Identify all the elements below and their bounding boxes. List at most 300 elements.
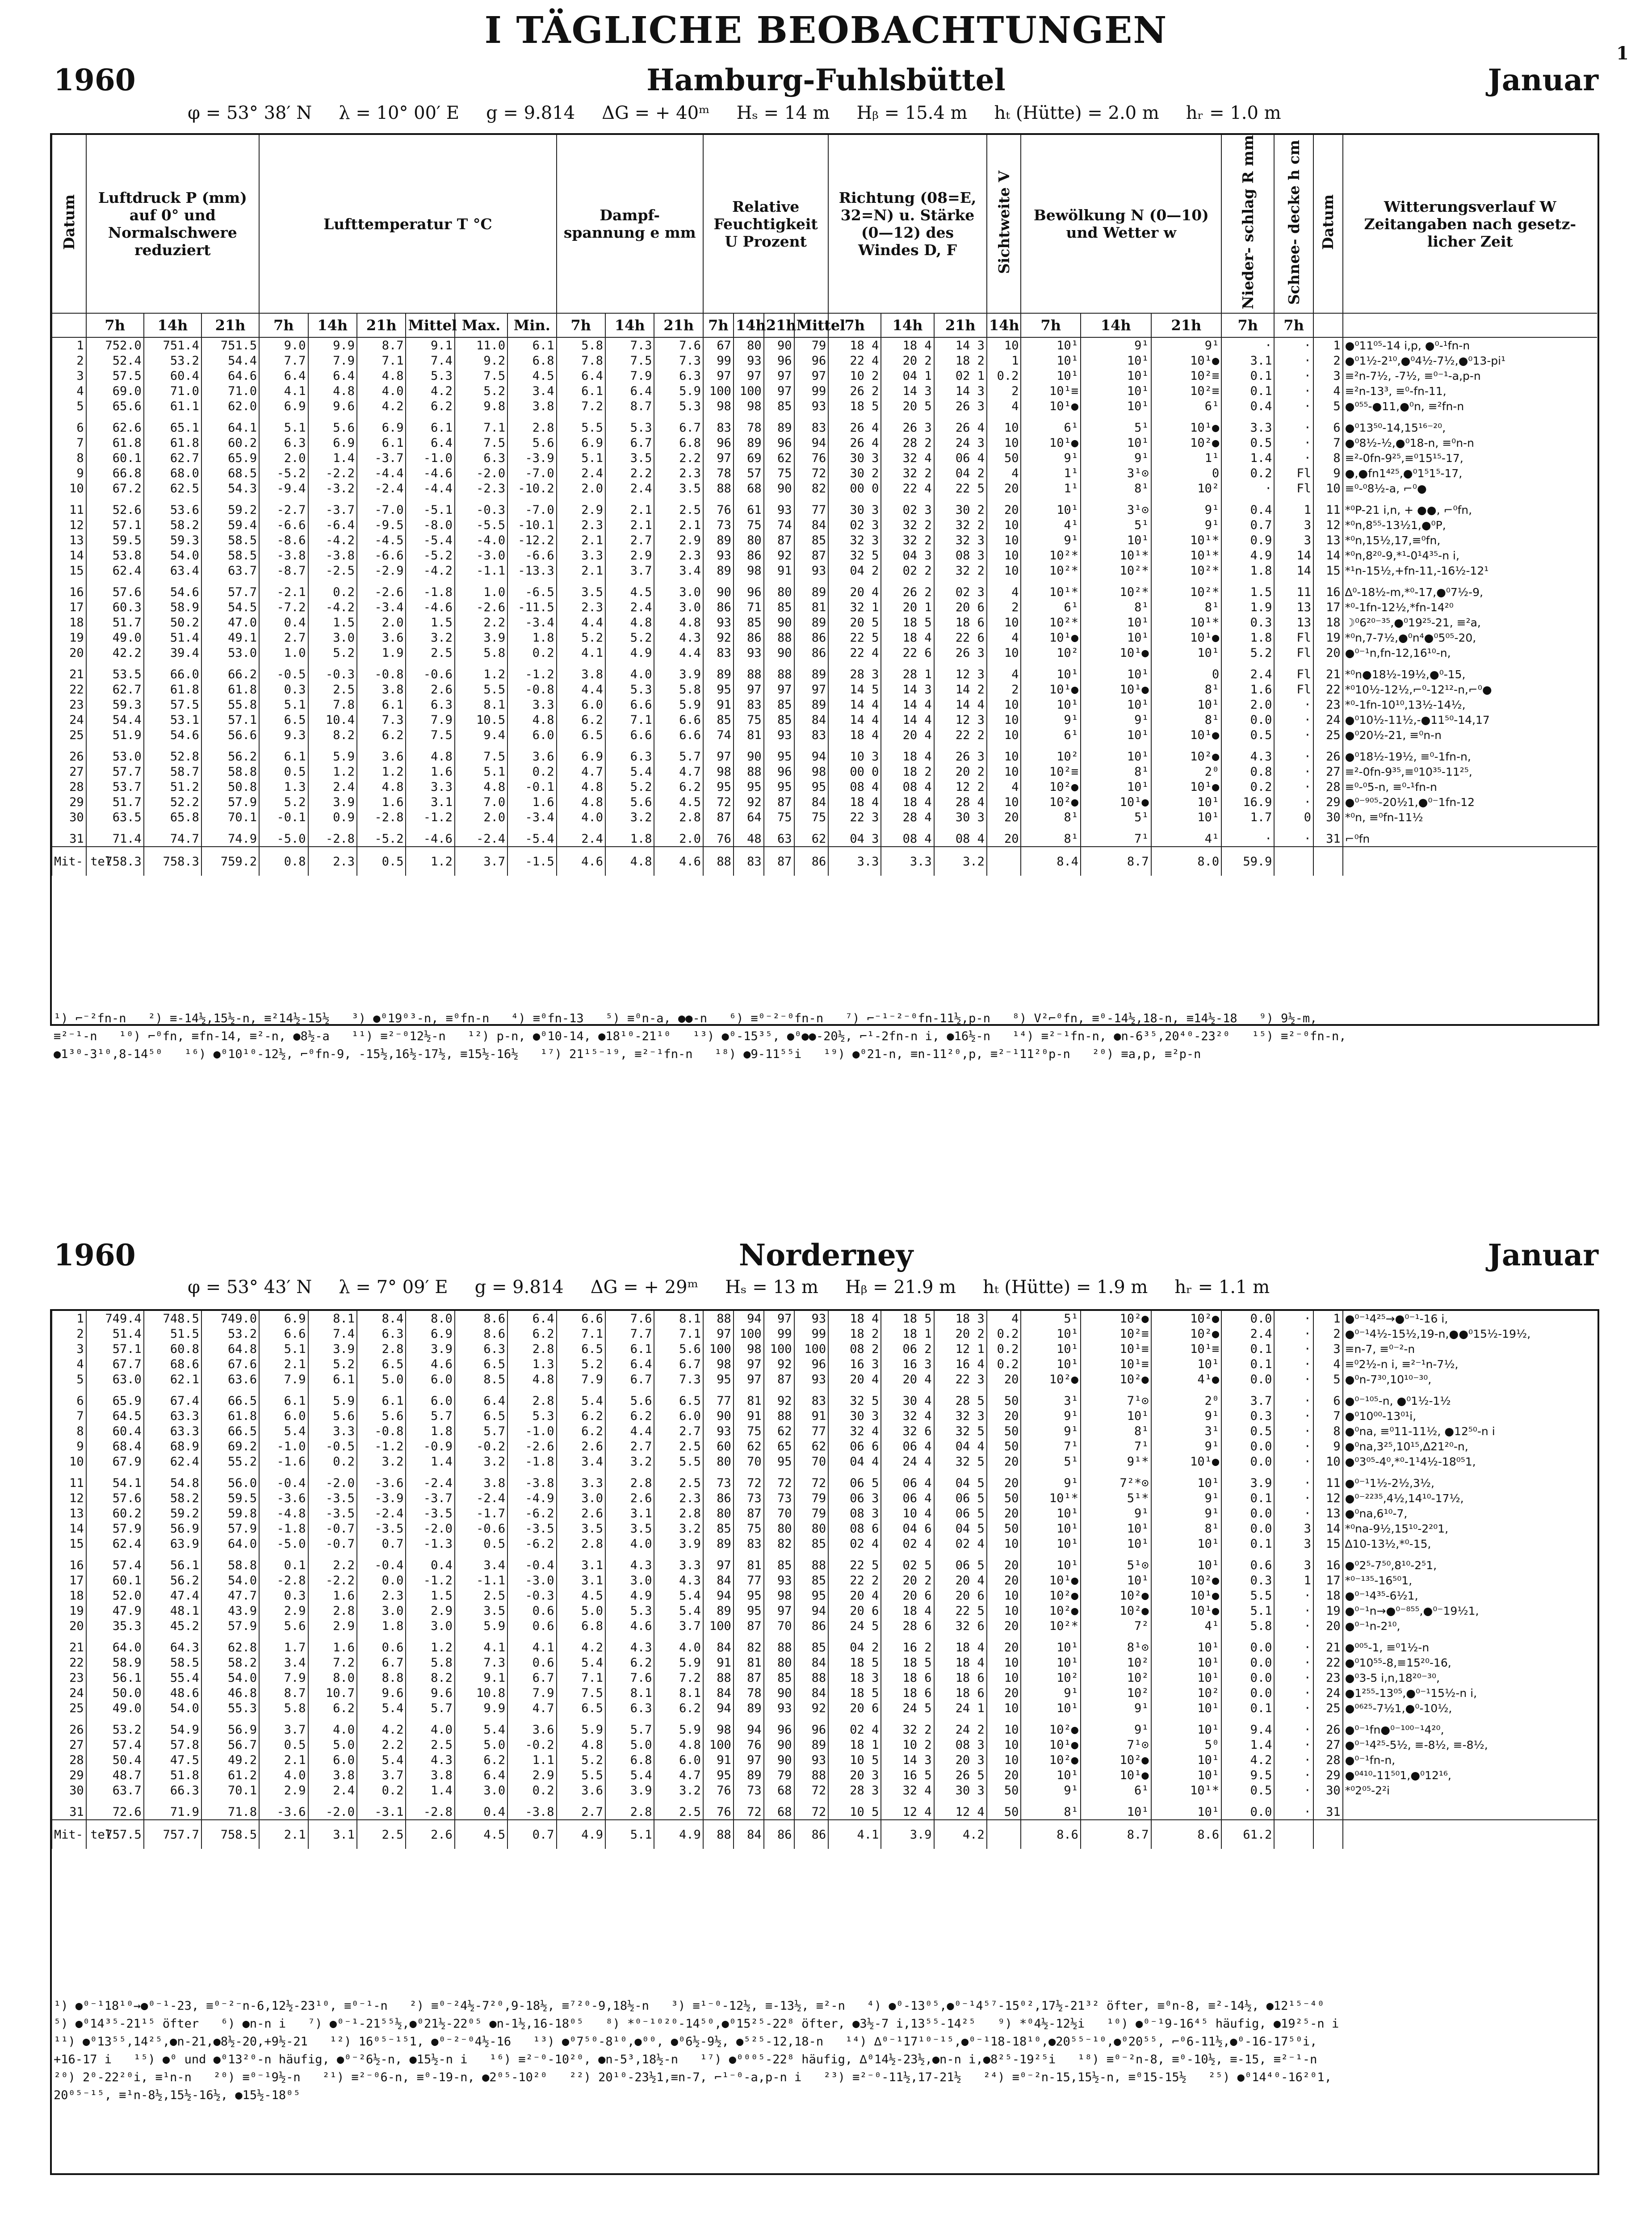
gap-cell <box>144 1551 201 1558</box>
data-cell: 97 <box>703 368 734 383</box>
data-cell: 50.8 <box>201 779 259 794</box>
data-cell: 48.1 <box>144 1603 201 1618</box>
data-cell: 6¹ <box>1021 420 1081 435</box>
gap-cell <box>308 660 357 667</box>
data-cell: · <box>1274 1618 1313 1634</box>
data-cell: 3 <box>52 1341 86 1356</box>
data-cell: 62.7 <box>144 450 201 466</box>
data-cell: 2.2 <box>357 1737 406 1752</box>
data-cell: 2.6 <box>406 682 454 697</box>
data-cell: 88 <box>764 1408 794 1424</box>
data-cell: 57.7 <box>201 584 259 600</box>
data-cell: 6.8 <box>654 435 703 450</box>
data-cell: 3.8 <box>308 1768 357 1783</box>
data-cell: 0.2 <box>507 764 556 779</box>
data-cell: 06 4 <box>881 1475 934 1491</box>
data-cell: 93 <box>764 727 794 743</box>
data-cell: 10¹ <box>1081 667 1151 682</box>
data-cell: 43.9 <box>201 1603 259 1618</box>
gap-cell <box>1081 1387 1151 1393</box>
data-cell: 22 3 <box>828 810 881 825</box>
gap-cell <box>259 1387 308 1393</box>
weather-log-cell: ●⁰⁰⁵-1, ≡⁰1½-n <box>1343 1640 1597 1655</box>
data-cell: 5.3 <box>605 1603 654 1618</box>
data-cell: 0.2 <box>1221 779 1274 794</box>
data-cell: 0.5 <box>259 1737 308 1752</box>
mean-cell: 8.0 <box>1151 847 1222 876</box>
data-cell: 4.4 <box>557 615 605 630</box>
data-cell: 9.6 <box>406 1685 454 1701</box>
data-cell: 20 <box>987 481 1021 496</box>
data-cell: 2.8 <box>654 810 703 825</box>
data-cell: · <box>1274 1341 1313 1356</box>
data-cell: 4.8 <box>557 1737 605 1752</box>
data-cell: 2.6 <box>605 1491 654 1506</box>
data-cell: 97 <box>794 368 829 383</box>
data-cell: 91 <box>703 1752 734 1768</box>
data-cell: -10.2 <box>507 481 556 496</box>
data-cell: 6 <box>52 420 86 435</box>
data-cell: 4.2 <box>357 399 406 414</box>
data-cell: 4.1 <box>507 1640 556 1655</box>
gap-cell <box>987 1469 1021 1475</box>
data-cell: 6.5 <box>557 1341 605 1356</box>
data-cell: 9¹ <box>1151 1506 1222 1521</box>
data-cell: 3¹ <box>1151 1424 1222 1439</box>
data-cell: 6.7 <box>507 1670 556 1685</box>
data-cell: -1.8 <box>259 1521 308 1536</box>
data-cell: 84 <box>794 1685 829 1701</box>
data-cell: 0.0 <box>1221 1311 1274 1326</box>
data-cell: 14 3 <box>881 1752 934 1768</box>
table-row <box>52 645 1597 660</box>
data-cell: 0.7 <box>357 1536 406 1551</box>
gap-cell <box>1221 825 1274 831</box>
data-cell: -0.2 <box>507 1737 556 1752</box>
data-cell: 3.2 <box>455 1454 507 1469</box>
data-cell: 5.6 <box>507 435 556 450</box>
data-cell: 10¹ <box>1081 697 1151 712</box>
data-cell: 9.2 <box>455 353 507 368</box>
data-cell: 12 4 <box>934 1804 987 1820</box>
gap-cell <box>605 1469 654 1475</box>
table-row <box>52 727 1597 743</box>
data-cell: 6.0 <box>557 697 605 712</box>
norderney-meta-item: φ = 53° 43′ N <box>188 1277 312 1298</box>
data-cell: 10²● <box>1151 435 1222 450</box>
data-cell: -3.5 <box>357 1521 406 1536</box>
data-cell: 0.5 <box>1221 1424 1274 1439</box>
data-cell: 53.2 <box>86 1722 144 1737</box>
data-cell: 49.2 <box>201 1752 259 1768</box>
data-cell: 4 <box>987 630 1021 645</box>
data-cell: 5 <box>52 1372 86 1387</box>
table-row <box>52 749 1597 764</box>
data-cell: 6.9 <box>557 435 605 450</box>
data-cell: -2.4 <box>455 1491 507 1506</box>
gap-cell <box>144 578 201 584</box>
data-cell: -4.2 <box>406 563 454 578</box>
data-cell: -9.4 <box>259 481 308 496</box>
gap-cell <box>144 825 201 831</box>
data-cell: 10¹ <box>1081 1573 1151 1588</box>
table-row <box>52 1737 1597 1752</box>
data-cell: 13 <box>52 533 86 548</box>
data-cell: 63.9 <box>144 1536 201 1551</box>
data-cell: 4.8 <box>654 1737 703 1752</box>
data-cell: 00 0 <box>828 764 881 779</box>
weather-log-cell: ●⁰⁻¹n-2¹⁰, <box>1343 1618 1597 1634</box>
data-cell: 5.3 <box>406 368 454 383</box>
data-cell: 99 <box>794 383 829 399</box>
data-cell: 86 <box>794 1618 829 1634</box>
data-cell: · <box>1274 1372 1313 1387</box>
gap-cell <box>934 660 987 667</box>
data-cell: 5.0 <box>557 1603 605 1618</box>
data-cell: 10¹ <box>1081 630 1151 645</box>
mean-cell: -1.5 <box>507 847 556 876</box>
data-cell: 2.8 <box>507 1341 556 1356</box>
data-cell: 10²● <box>1021 794 1081 810</box>
row-gap <box>52 496 1597 502</box>
data-cell: 4.2 <box>1221 1752 1274 1768</box>
data-cell: 61.8 <box>86 435 144 450</box>
data-cell: 26 5 <box>934 1768 987 1783</box>
data-cell: 3.3 <box>406 779 454 794</box>
data-cell: 22 5 <box>934 481 987 496</box>
subheader-cell <box>1343 313 1597 337</box>
weather-log-cell: ●⁰⁻¹fn-n, <box>1343 1752 1597 1768</box>
data-cell: 32 2 <box>934 517 987 533</box>
data-cell: 0.4 <box>1221 399 1274 414</box>
data-cell: 10²≡ <box>1021 764 1081 779</box>
data-cell: 68 <box>734 481 764 496</box>
data-cell: 6.4 <box>605 1356 654 1372</box>
data-cell: 0.2 <box>1221 466 1274 481</box>
subheader-cell: Min. <box>507 313 556 337</box>
data-cell: 4¹ <box>1151 831 1222 847</box>
data-cell: 48.7 <box>86 1768 144 1783</box>
data-cell: 1.8 <box>406 1424 454 1439</box>
table-row <box>52 517 1597 533</box>
data-cell: 75 <box>734 517 764 533</box>
data-cell: 20 <box>987 502 1021 517</box>
mean-cell: 4.2 <box>934 1820 987 1849</box>
data-cell: 3.0 <box>455 1783 507 1798</box>
data-cell: 0.5 <box>1221 1783 1274 1798</box>
data-cell: 1.6 <box>308 1640 357 1655</box>
table-row <box>52 1341 1597 1356</box>
data-cell: 56.1 <box>86 1670 144 1685</box>
data-cell: 0.2 <box>507 645 556 660</box>
data-cell: 10¹ <box>1081 1804 1151 1820</box>
gap-cell <box>1151 496 1222 502</box>
data-cell: 68.6 <box>144 1356 201 1372</box>
data-cell: · <box>1274 1393 1313 1408</box>
data-cell: 1.8 <box>1221 563 1274 578</box>
data-cell: 2.8 <box>654 1506 703 1521</box>
data-cell: 3.4 <box>557 1454 605 1469</box>
data-cell: -1.0 <box>507 1424 556 1439</box>
data-cell: 1.4 <box>1221 1737 1274 1752</box>
table-row <box>52 548 1597 563</box>
gap-cell <box>52 414 86 420</box>
data-cell: 73 <box>734 1783 764 1798</box>
table-row <box>52 1588 1597 1603</box>
data-cell: 32 4 <box>881 1783 934 1798</box>
data-cell: 57.5 <box>86 368 144 383</box>
data-cell: 2.2 <box>654 450 703 466</box>
data-cell: 2 <box>1313 1326 1343 1341</box>
data-cell: 59.3 <box>144 533 201 548</box>
data-cell: -3.8 <box>507 1475 556 1491</box>
data-cell: 28 3 <box>828 667 881 682</box>
data-cell: 54.0 <box>201 1670 259 1685</box>
data-cell: 2.3 <box>557 600 605 615</box>
data-cell: 10¹ <box>1081 368 1151 383</box>
data-cell: -5.5 <box>455 517 507 533</box>
data-cell: 06 3 <box>828 1491 881 1506</box>
data-cell: 5.9 <box>557 1722 605 1737</box>
data-cell: 0.3 <box>1221 1573 1274 1588</box>
gap-cell <box>934 1551 987 1558</box>
data-cell: 98 <box>764 1588 794 1603</box>
data-cell: 6.7 <box>357 1655 406 1670</box>
subheader-cell: 7h <box>703 313 734 337</box>
data-cell: 0.0 <box>1221 1439 1274 1454</box>
gap-cell <box>1221 1551 1274 1558</box>
gap-cell <box>201 1469 259 1475</box>
data-cell: 6.3 <box>605 1701 654 1716</box>
data-cell: 10²● <box>1021 1588 1081 1603</box>
data-cell: 92 <box>764 1356 794 1372</box>
weather-log-cell: *⁰P-21 i,n, + ●●, ⌐⁰fn, <box>1343 502 1597 517</box>
data-cell: 9¹ <box>1021 1685 1081 1701</box>
data-cell: 6.0 <box>507 727 556 743</box>
gap-cell <box>1274 1387 1313 1393</box>
data-cell: 97 <box>703 749 734 764</box>
row-gap <box>52 743 1597 749</box>
data-cell: 10 <box>987 533 1021 548</box>
data-cell: 47.0 <box>201 615 259 630</box>
data-cell: 749.0 <box>201 1311 259 1326</box>
gap-cell <box>357 743 406 749</box>
data-cell: 10²* <box>1151 563 1222 578</box>
data-cell: 12 2 <box>934 779 987 794</box>
data-cell: 26 <box>52 749 86 764</box>
data-cell: 7.9 <box>259 1670 308 1685</box>
data-cell: 10²● <box>1081 1311 1151 1326</box>
mean-cell: 83 <box>734 847 764 876</box>
data-cell: 3.3 <box>507 697 556 712</box>
data-cell: 68 <box>764 1783 794 1798</box>
data-cell: 82 <box>764 1536 794 1551</box>
data-cell: 97 <box>734 368 764 383</box>
data-cell: 4.8 <box>308 383 357 399</box>
data-cell: 77 <box>794 1424 829 1439</box>
data-cell: 93 <box>703 615 734 630</box>
data-cell: 84 <box>794 517 829 533</box>
data-cell: 93 <box>794 1372 829 1387</box>
gap-cell <box>605 825 654 831</box>
data-cell: 70 <box>794 1454 829 1469</box>
data-cell: 5.4 <box>654 1603 703 1618</box>
data-cell: 26 4 <box>828 435 881 450</box>
data-cell: 32 2 <box>881 466 934 481</box>
footnote-line: ¹) ⌐⁻²fn-n ²) ≡-14½,15½-n, ≡²14½-15½ ³) ●⁰19⁰³-n, ≡⁰fn-n ⁴) ≡⁰fn-13 ⁵) ≡⁰n-a, ●●-n ⁶) ≡⁰⁻²⁻⁰fn-n ⁷) ⌐⁻¹⁻²⁻⁰fn-11½,p-n ⁸) V²⌐⁰fn, ≡⁰-14½,18-n, ≡14½-18 ⁹) 9½-m, <box>54 1012 1317 1025</box>
data-cell: -3.8 <box>507 1804 556 1820</box>
data-cell: 7.6 <box>654 337 703 353</box>
data-cell: 58.5 <box>201 548 259 563</box>
data-cell: 53.2 <box>201 1326 259 1341</box>
data-cell: 4.2 <box>406 383 454 399</box>
data-cell: 2.9 <box>557 502 605 517</box>
data-cell: 96 <box>794 353 829 368</box>
data-cell: 58.2 <box>201 1655 259 1670</box>
data-cell: 96 <box>794 1356 829 1372</box>
data-cell: 18 4 <box>881 1603 934 1618</box>
data-cell: · <box>1274 831 1313 847</box>
weather-log-cell: ●⁰n-7³⁰,10¹⁰⁻³⁰, <box>1343 1372 1597 1387</box>
data-cell: 0.1 <box>1221 383 1274 399</box>
data-cell: 98 <box>734 399 764 414</box>
data-cell: 71.4 <box>86 831 144 847</box>
data-cell: 85 <box>794 1536 829 1551</box>
data-cell: 77 <box>794 502 829 517</box>
data-cell: 20 2 <box>934 764 987 779</box>
data-cell: 7.8 <box>308 697 357 712</box>
data-cell: · <box>1274 794 1313 810</box>
data-cell: 75 <box>764 810 794 825</box>
data-cell: 22 2 <box>934 727 987 743</box>
data-cell: -0.9 <box>406 1439 454 1454</box>
data-cell: 18 2 <box>934 353 987 368</box>
data-cell: 08 3 <box>934 548 987 563</box>
data-cell: · <box>1221 337 1274 353</box>
data-cell: 1.8 <box>1221 630 1274 645</box>
data-cell: 0.0 <box>1221 712 1274 727</box>
data-cell: 79 <box>794 1506 829 1521</box>
data-cell: 10 <box>987 563 1021 578</box>
data-cell: 6.1 <box>605 1341 654 1356</box>
data-cell: 14 4 <box>881 712 934 727</box>
data-cell: 95 <box>703 779 734 794</box>
data-cell: 6.1 <box>357 697 406 712</box>
weather-log-cell: ≡n-7, ≡⁰⁻²-n <box>1343 1341 1597 1356</box>
header-niederschlag <box>1221 135 1274 313</box>
gap-cell <box>144 496 201 502</box>
data-cell: 5.6 <box>357 1408 406 1424</box>
data-cell: 9¹ <box>1151 1439 1222 1454</box>
data-cell: 20 6 <box>828 1603 881 1618</box>
data-cell: 76 <box>734 1737 764 1752</box>
data-cell: 26 <box>52 1722 86 1737</box>
data-cell: 10¹● <box>1021 399 1081 414</box>
data-cell: 100 <box>764 1341 794 1356</box>
data-cell: 49.0 <box>86 630 144 645</box>
data-cell: 89 <box>734 1768 764 1783</box>
data-cell: 10² <box>1021 645 1081 660</box>
gap-cell <box>987 496 1021 502</box>
data-cell: 89 <box>734 435 764 450</box>
data-cell: 8¹ <box>1021 1804 1081 1820</box>
data-cell: 3.0 <box>654 600 703 615</box>
data-cell: 83 <box>734 697 764 712</box>
data-cell: 14 4 <box>881 697 934 712</box>
data-cell: 3.4 <box>654 563 703 578</box>
data-cell: 9.9 <box>455 1701 507 1716</box>
data-cell: 2.3 <box>654 466 703 481</box>
data-cell: 11 <box>1313 1475 1343 1491</box>
data-cell: 04 2 <box>828 1640 881 1655</box>
data-cell: 5.3 <box>507 1408 556 1424</box>
data-cell: 6.1 <box>308 1372 357 1387</box>
data-cell: 7.1 <box>557 1326 605 1341</box>
table-row <box>52 399 1597 414</box>
data-cell: 20 <box>987 1558 1021 1573</box>
data-cell: 95 <box>764 779 794 794</box>
data-cell: 61.8 <box>144 682 201 697</box>
norderney-meta-item: Hᵦ = 21.9 m <box>845 1277 956 1298</box>
data-cell: 59.2 <box>144 1506 201 1521</box>
data-cell: 4.0 <box>259 1768 308 1783</box>
table-row <box>52 383 1597 399</box>
data-cell: -0.7 <box>308 1521 357 1536</box>
data-cell: 5.2 <box>605 779 654 794</box>
data-cell: 6.4 <box>455 1393 507 1408</box>
subheader-cell: 21h <box>201 313 259 337</box>
gap-cell <box>201 1551 259 1558</box>
gap-cell <box>654 743 703 749</box>
gap-cell <box>557 1469 605 1475</box>
data-cell: 95 <box>703 1768 734 1783</box>
data-cell: 3.0 <box>357 1603 406 1618</box>
gap-cell <box>794 578 829 584</box>
weather-log-cell: ●⁰⁻¹n→●⁰⁻⁸⁵⁵,●⁰⁻19½1, <box>1343 1603 1597 1618</box>
gap-cell <box>308 1469 357 1475</box>
data-cell: 90 <box>764 1685 794 1701</box>
gap-cell <box>703 578 734 584</box>
data-cell: 72 <box>794 1475 829 1491</box>
data-cell: 28 2 <box>881 435 934 450</box>
data-cell: 8.5 <box>455 1372 507 1387</box>
data-cell: 06 5 <box>934 1491 987 1506</box>
data-cell: 31 <box>1313 1804 1343 1820</box>
data-cell: 6.4 <box>605 383 654 399</box>
data-cell: 10¹ <box>1081 353 1151 368</box>
gap-cell <box>703 743 734 749</box>
mean-cell: 87 <box>764 847 794 876</box>
data-cell: 7.8 <box>557 353 605 368</box>
data-cell: 75 <box>764 466 794 481</box>
data-cell: 3.2 <box>406 630 454 645</box>
weather-log-cell: ●⁰2⁵-7⁵⁰,8¹⁰-2⁵1, <box>1343 1558 1597 1573</box>
data-cell: 90 <box>764 337 794 353</box>
data-cell: 5.6 <box>605 794 654 810</box>
data-cell: 65.1 <box>144 420 201 435</box>
gap-cell <box>1081 743 1151 749</box>
data-cell: 9¹ <box>1021 450 1081 466</box>
gap-cell <box>52 578 86 584</box>
weather-log-cell: ●⁰na, ≡⁰11-11½, ●12⁵⁰-n i <box>1343 1424 1597 1439</box>
data-cell: · <box>1274 1424 1313 1439</box>
weather-log-cell: *⁰n, ≡⁰fn-11½ <box>1343 810 1597 825</box>
data-cell: 71.0 <box>201 383 259 399</box>
data-cell: 5.2 <box>259 794 308 810</box>
data-cell: 04 4 <box>828 1454 881 1469</box>
data-cell: 9¹ <box>1081 1722 1151 1737</box>
data-cell: 10² <box>1021 1670 1081 1685</box>
